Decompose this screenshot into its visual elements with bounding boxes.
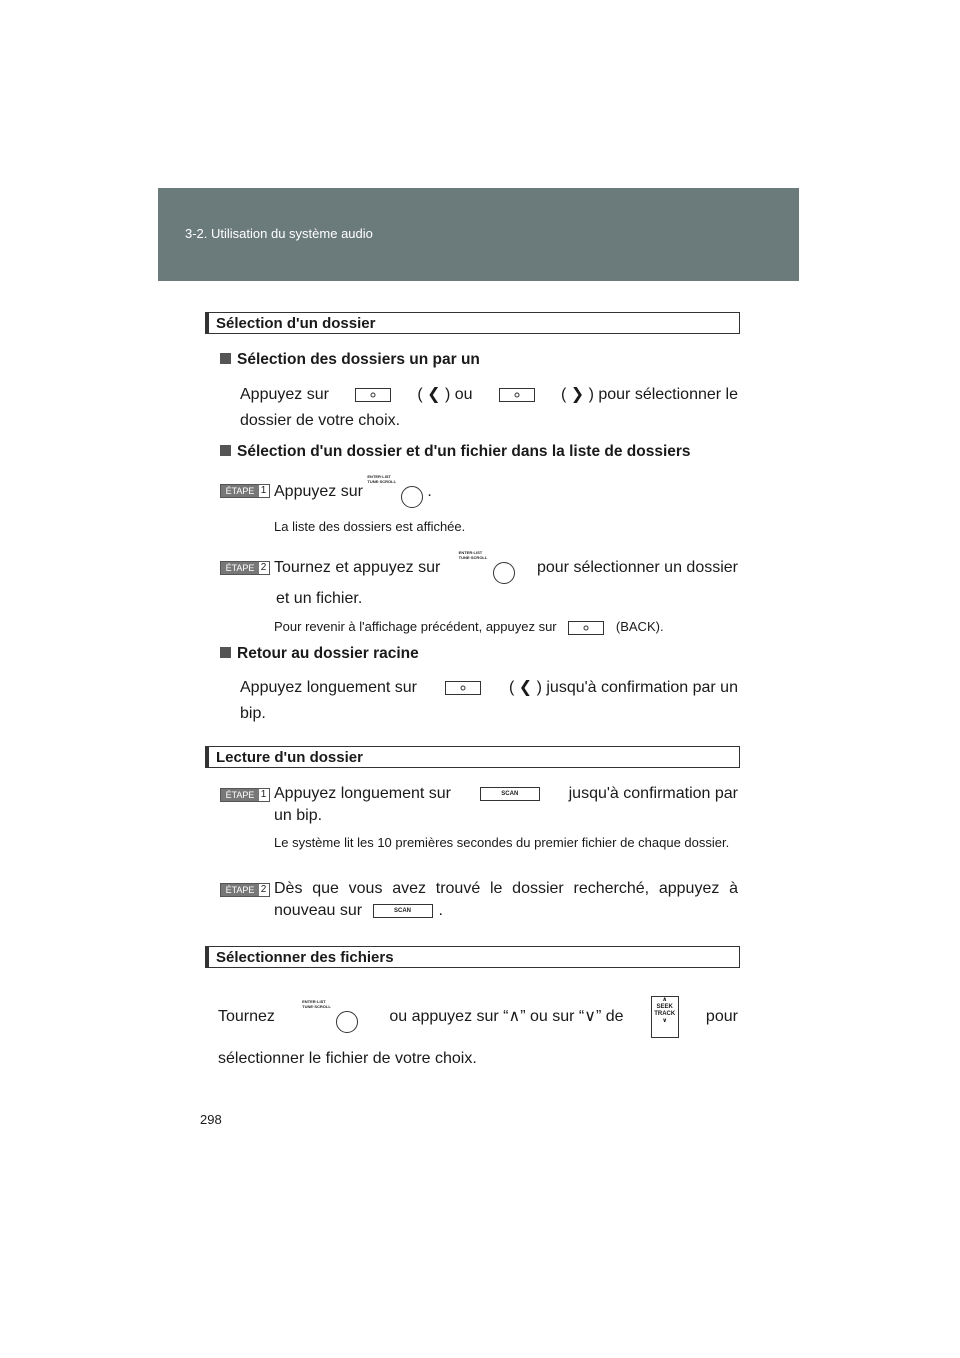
enter-list-knob-icon: ENTER·LIST TUNE·SCROLL <box>367 474 427 510</box>
step-note: Pour revenir à l'affichage précédent, appuyez sur (BACK). <box>274 619 664 634</box>
scan-button-icon: SCAN <box>373 904 433 918</box>
step-note: Le système lit les 10 premières secondes du premier fichier de chaque dossier. <box>274 835 730 850</box>
bullet-heading: Sélection d'un dossier et d'un fichier dans la liste de dossiers <box>220 443 691 461</box>
breadcrumb: 3-2. Utilisation du système audio <box>185 226 373 241</box>
step-text: Tournez et appuyez sur ENTER·LIST TUNE·SCROLL pour sélectionner un dossier et un fichier. <box>274 550 738 607</box>
paragraph: Appuyez sur ( ❮ ) ou ( ❯ ) pour sélectionner le dossier de votre choix. <box>240 386 738 429</box>
step-badge: ÉTAPE 2 <box>220 561 270 575</box>
bullet-heading: Retour au dossier racine <box>220 645 419 663</box>
chapter-header <box>158 188 799 281</box>
section-title-bar <box>205 312 740 334</box>
square-bullet-icon <box>220 647 231 658</box>
enter-list-knob-icon: ENTER·LIST TUNE·SCROLL <box>302 999 362 1035</box>
paragraph: Appuyez longuement sur ( ❮ ) jusqu'à confirmation par un bip. <box>240 679 738 722</box>
folder-up-button-icon <box>499 388 535 402</box>
back-button-icon <box>568 621 604 635</box>
section-title: Sélection d'un dossier <box>216 315 376 332</box>
step-text: Dès que vous avez trouvé le dossier recherché, appuyez à nouveau sur SCAN . <box>274 880 738 919</box>
enter-list-knob-icon: ENTER·LIST TUNE·SCROLL <box>459 550 519 586</box>
folder-down-button-icon <box>355 388 391 402</box>
step-text: Appuyez longuement sur SCAN jusqu'à confirmation par un bip. <box>274 785 738 824</box>
paragraph: Tournez ENTER·LIST TUNE·SCROLL ou appuyez sur “∧” ou sur “∨” de ∧ SEEK TRACK ∨ pour sélectionner le fichier de votre choix. <box>218 997 738 1067</box>
page-number: 298 <box>200 1112 222 1127</box>
scan-button-icon: SCAN <box>480 787 540 801</box>
seek-track-button-icon: ∧ SEEK TRACK ∨ <box>651 996 679 1038</box>
square-bullet-icon <box>220 353 231 364</box>
bullet-heading: Sélection des dossiers un par un <box>220 351 480 369</box>
step-badge: ÉTAPE 2 <box>220 883 270 897</box>
section-title-bar <box>205 946 740 968</box>
step-note: La liste des dossiers est affichée. <box>274 519 466 534</box>
step-badge: ÉTAPE 1 <box>220 484 270 498</box>
square-bullet-icon <box>220 445 231 456</box>
step-badge: ÉTAPE 1 <box>220 788 270 802</box>
section-title: Sélectionner des fichiers <box>216 949 394 966</box>
section-title: Lecture d'un dossier <box>216 749 363 766</box>
step-text: Appuyez sur ENTER·LIST TUNE·SCROLL . <box>274 474 432 510</box>
section-title-bar <box>205 746 740 768</box>
folder-down-button-icon <box>445 681 481 695</box>
